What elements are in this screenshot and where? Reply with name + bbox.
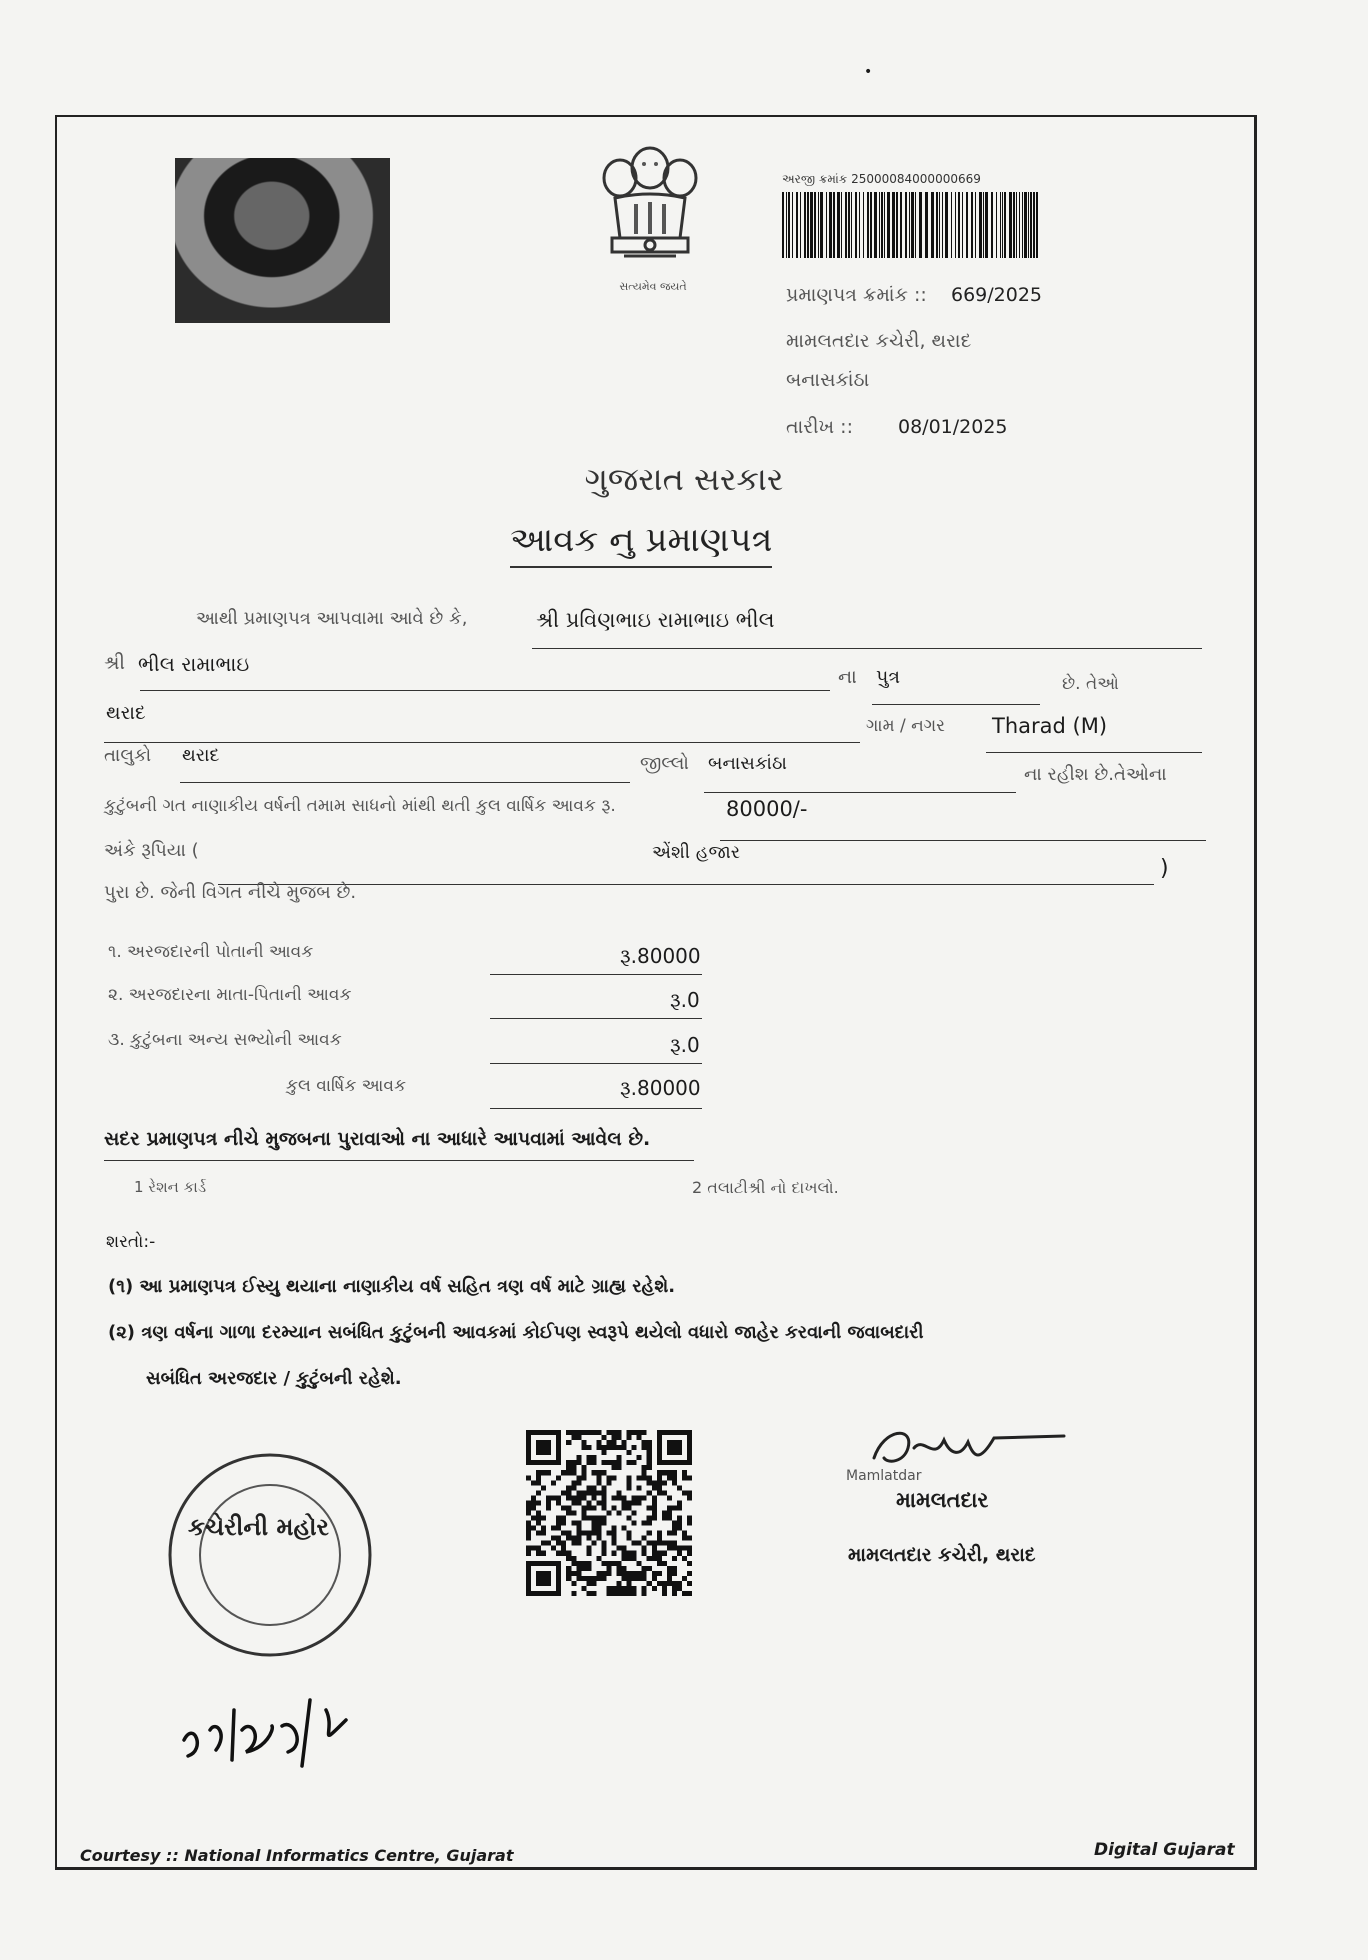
relation: પુત્ર (876, 666, 901, 688)
total-amount: રૂ.80000 (620, 1076, 701, 1100)
applicant-photo (175, 158, 390, 323)
income-row-label: ૨. અરજદારના માતા-પિતાની આવક (108, 985, 352, 1005)
signature (844, 1418, 1074, 1488)
date-label: તારીખ :: (786, 416, 853, 438)
relation-label: ના (838, 666, 857, 688)
barcode (782, 192, 1040, 258)
taluka-label: તાલુકો (104, 745, 152, 766)
office-seal (160, 1445, 380, 1665)
income-row-label: ૧. અરજદારની પોતાની આવક (108, 942, 314, 962)
signatory-title: મામલતદાર (896, 1488, 989, 1512)
words-close: ) (1160, 856, 1169, 881)
seal-text: કચેરીની મહોર (188, 1513, 329, 1541)
signature-scribble: Mamlatdar (846, 1468, 922, 1484)
condition-item: સબંધિત અરજદાર / કુટુંબની રહેશે. (146, 1368, 402, 1389)
issue-date: 08/01/2025 (898, 416, 1008, 438)
office-district: બનાસકાંઠા (786, 369, 870, 391)
qr-code (526, 1428, 692, 1598)
father-prefix: શ્રી (104, 652, 125, 674)
district-value: બનાસકાંઠા (708, 753, 787, 774)
emblem-caption: સત્યમેવ જયતે (619, 280, 687, 293)
application-number: અરજી ક્રમાંક 25000084000000669 (782, 172, 981, 186)
he-label: છે. તેઓ (1062, 674, 1119, 694)
income-in-words: એંશી હજાર (652, 842, 741, 863)
intro-text: આથી પ્રમાણપત્ર આપવામા આવે છે કે, (196, 608, 468, 629)
footer-brand: Digital Gujarat (1094, 1840, 1235, 1860)
income-sentence: કુટુંબની ગત નાણાકીય વર્ષની તમામ સાધનો માંથી થતી કુલ વાર્ષિક આવક રૂ. (104, 796, 616, 816)
taluka-value: થરાદ (182, 745, 220, 766)
evidence-heading: સદર પ્રમાણપત્ર નીચે મુજબના પુરાવાઓ ના આધારે આપવામાં આવેલ છે. (104, 1128, 651, 1150)
place: થરાદ (106, 702, 146, 724)
annual-income: 80000/- (726, 797, 808, 821)
office-name: મામલતદાર કચેરી, થરાદ (786, 330, 972, 352)
footer-courtesy: Courtesy :: National Informatics Centre, Gujarat (80, 1846, 514, 1865)
conditions-heading: શરતો:- (106, 1232, 156, 1252)
detail-line: પુરા છે. જેની વિગત નીચે મુજબ છે. (104, 882, 357, 903)
signatory-office: મામલતદાર કચેરી, થરાદ (848, 1544, 1036, 1566)
words-label: અંકે રૂપિયા ( (104, 840, 199, 861)
national-emblem-icon (590, 138, 710, 278)
govt-title: ગુજરાત સરકાર (584, 460, 784, 498)
evidence-item: 2 તલાટીશ્રી નો દાખલો. (692, 1178, 839, 1197)
certificate-title: આવક નુ પ્રમાણપત્ર (510, 520, 772, 568)
income-row-amount: રૂ.0 (670, 988, 700, 1012)
district-label: જીલ્લો (640, 753, 689, 774)
top-mark: • (864, 64, 873, 80)
cert-no: 669/2025 (951, 284, 1043, 306)
income-row-amount: રૂ.0 (670, 1033, 700, 1057)
village-label: ગામ / નગર (866, 716, 945, 736)
condition-item: (૧) આ પ્રમાણપત્ર ઈસ્યુ થયાના નાણાકીય વર્ષ સહિત ત્રણ વર્ષ માટે ગ્રાહ્ય રહેશે. (108, 1276, 676, 1297)
condition-item: (૨) ત્રણ વર્ષના ગાળા દરમ્યાન સબંધિત કુટુંબની આવકમાં કોઈપણ સ્વરૂપે થયેલો વધારો જાહેર કરવાની જવાબદારી (108, 1322, 924, 1343)
village-value: Tharad (M) (992, 714, 1108, 738)
father-name: ભીલ રામાભાઇ (138, 652, 250, 676)
income-row-label: ૩. કુટુંબના અન્ય સભ્યોની આવક (108, 1030, 342, 1050)
income-row-amount: રૂ.80000 (620, 944, 701, 968)
handwritten-date (176, 1690, 356, 1770)
total-label: કુલ વાર્ષિક આવક (286, 1076, 406, 1096)
evidence-item: 1 રેશન કાર્ડ (134, 1178, 207, 1196)
resident-label: ના રહીશ છે.તેઓના (1024, 764, 1167, 785)
cert-no-label: પ્રમાણપત્ર ક્રમાંક :: (786, 284, 927, 306)
applicant-name: શ્રી પ્રવિણભાઇ રામાભાઇ ભીલ (536, 608, 775, 632)
